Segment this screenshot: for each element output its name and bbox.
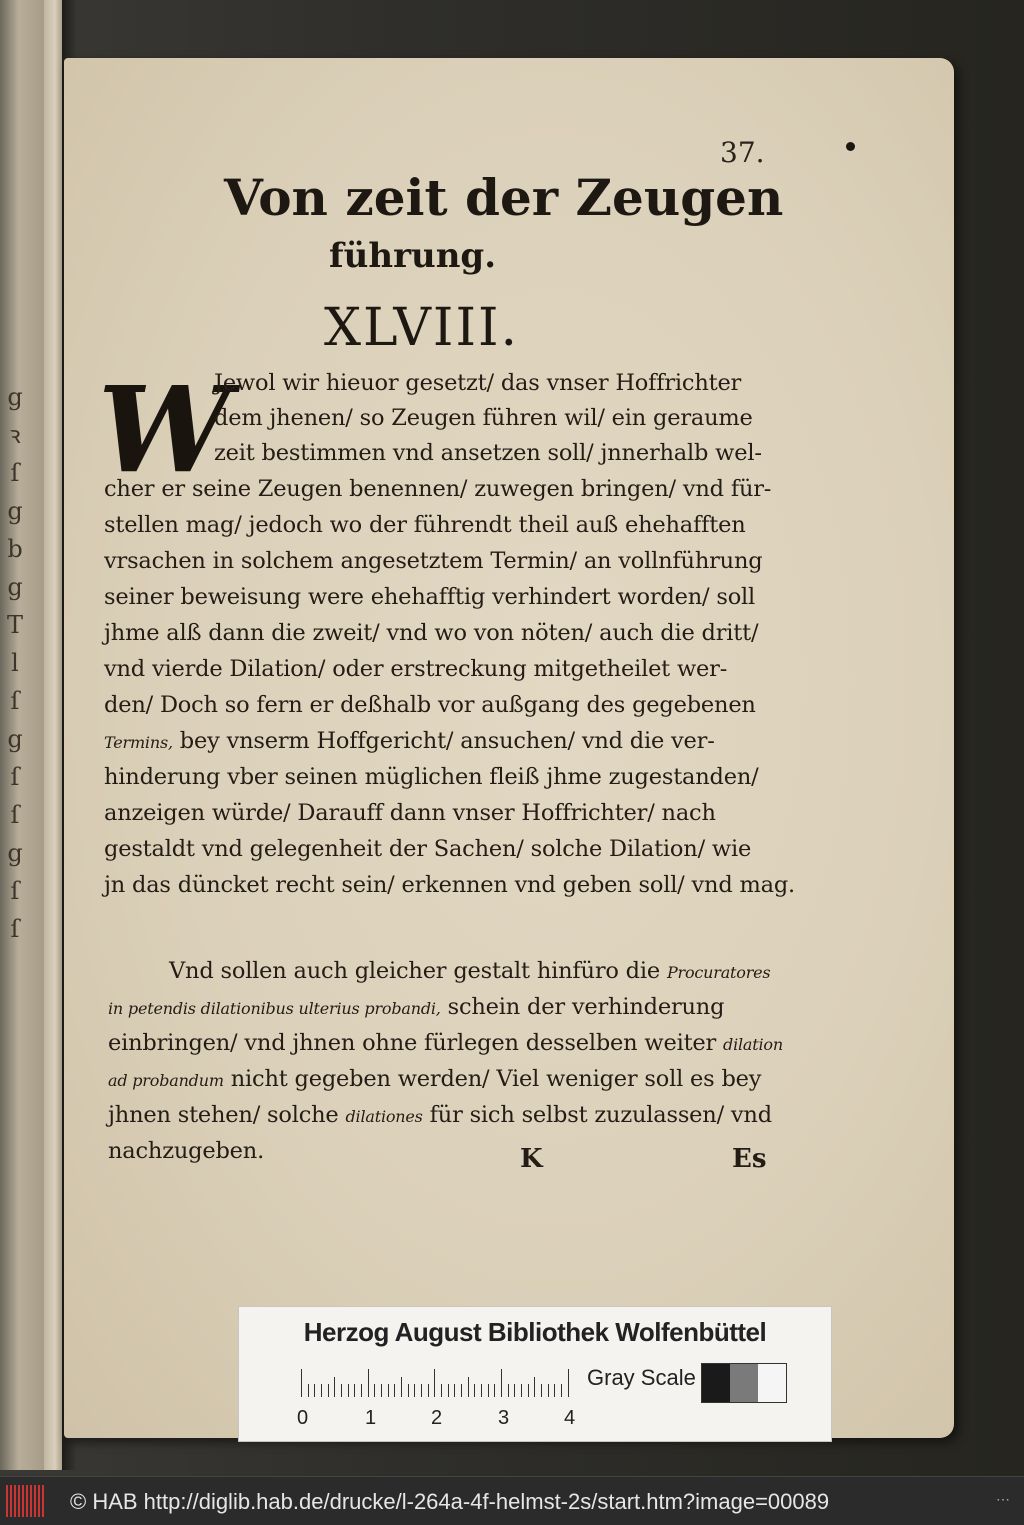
text-line: dem jhenen/ so Zeugen führen wil/ ein geraume [214,405,753,431]
ruler-tick [341,1384,342,1397]
text-span: Vnd sollen auch gleicher gestalt hinfüro die [169,958,660,984]
ruler-tick [534,1377,535,1397]
ruler-label: 3 [498,1407,510,1429]
text-line [108,1066,761,1092]
ruler-scale [301,1369,571,1397]
ruler-tick [368,1369,369,1397]
ruler-tick [361,1384,362,1397]
ruler-tick [488,1384,489,1397]
previous-page-glyph: ſ [10,763,20,791]
previous-page-glyph: g [7,839,23,867]
text-span: für sich selbst zuzulassen/ vnd [429,1102,772,1128]
previous-page-glyph: b [7,535,23,563]
previous-page-glyph: ſ [10,915,20,943]
barcode-icon [6,1485,48,1517]
text-span: jhnen stehen/ solche [108,1102,339,1128]
ruler-tick [554,1384,555,1397]
latin-term: in petendis dilationibus ulterius probandi, [108,999,441,1018]
ruler-tick [428,1384,429,1397]
text-line [169,958,770,984]
ruler-tick [568,1369,569,1397]
book-page [64,58,954,1438]
calibration-card [238,1306,832,1442]
gray-scale-label: Gray Scale [587,1365,696,1390]
ruler-tick [348,1384,349,1397]
ruler-tick [354,1384,355,1397]
text-line: anzeigen würde/ Darauff dann vnser Hoffrichter/ nach [104,800,716,826]
ruler-tick [328,1384,329,1397]
text-line: zeit bestimmen vnd ansetzen soll/ jnnerhalb wel- [214,440,762,466]
ruler-tick [441,1384,442,1397]
latin-term: dilation [723,1035,783,1054]
ruler-tick [501,1369,502,1397]
text-line: vnd vierde Dilation/ oder erstreckung mitgetheilet wer- [104,656,728,682]
text-line [108,1030,783,1056]
previous-page-glyph: g [7,573,23,601]
chapter-title-line-1: Von zeit der Zeugen [224,168,784,227]
ruler-label: 4 [564,1407,576,1429]
previous-page-glyph: l [11,649,19,677]
ruler-tick [528,1384,529,1397]
ruler-tick [308,1384,309,1397]
page-number: 37. [720,136,765,169]
text-span: einbringen/ vnd jhnen ohne fürlegen desselben weiter [108,1030,717,1056]
ruler-label: 2 [431,1407,443,1429]
previous-page-glyph: g [7,725,23,753]
ruler-tick [388,1384,389,1397]
ruler-tick [494,1384,495,1397]
previous-page-glyph: ſ [10,801,20,829]
latin-term: ad probandum [108,1071,224,1090]
previous-page-glyph: ſ [10,687,20,715]
text-line: jhme alß dann die zweit/ vnd wo von nöten/ auch die dritt/ [104,620,759,646]
ruler-tick [301,1369,302,1397]
text-line [108,994,724,1020]
ruler-tick [408,1384,409,1397]
ink-dot [846,142,855,151]
text-span: schein der verhinderung [447,994,725,1020]
ruler-tick [394,1384,395,1397]
gray-scale-patches [701,1363,787,1403]
ruler-tick [541,1384,542,1397]
text-line: gestaldt vnd gelegenheit der Sachen/ solche Dilation/ wie [104,836,752,862]
text-line: cher er seine Zeugen benennen/ zuwegen bringen/ vnd für- [104,476,772,502]
latin-term: Termins, [104,733,173,752]
text-line: Jewol wir hieuor gesetzt/ das vnser Hoffrichter [214,370,742,396]
ruler-label: 1 [365,1407,377,1429]
library-name: Herzog August Bibliothek Wolfenbüttel [303,1317,767,1347]
ruler-tick [561,1384,562,1397]
ruler-tick [514,1384,515,1397]
previous-page-glyph: g [7,497,23,525]
text-line: hinderung vber seinen müglichen fleiß jhme zugestanden/ [104,764,759,790]
ruler-tick [461,1384,462,1397]
gray-patch-light [758,1364,786,1402]
previous-page-glyph: g [7,383,23,411]
ruler-tick [521,1384,522,1397]
ruler-tick [321,1384,322,1397]
drop-cap: W [98,360,231,499]
ruler-tick [414,1384,415,1397]
ruler-tick [381,1384,382,1397]
text-span: nicht gegeben werden/ Viel weniger soll es bey [230,1066,762,1092]
previous-page-glyph: ꝛ [9,421,21,449]
ruler-tick [374,1384,375,1397]
ruler-label: 0 [297,1407,309,1429]
signature-mark: K [520,1144,543,1174]
ruler-tick [474,1384,475,1397]
text-line: seiner beweisung were ehehafftig verhindert worden/ soll [104,584,756,610]
ruler-tick [508,1384,509,1397]
ruler-tick [421,1384,422,1397]
gray-patch-dark [702,1364,730,1402]
text-span: bey vnserm Hoffgericht/ ansuchen/ vnd die ver- [179,728,715,754]
text-line [108,1102,772,1128]
catchword: Es [732,1144,767,1174]
text-line: jn das düncket recht sein/ erkennen vnd geben soll/ vnd mag. [104,872,795,898]
ruler-tick [481,1384,482,1397]
previous-page-glyph: ſ [10,459,20,487]
text-line: nachzugeben. [108,1138,265,1164]
ruler-tick [434,1369,435,1397]
ruler-tick [401,1377,402,1397]
more-icon[interactable]: ⋯ [996,1491,1010,1507]
ruler-tick [468,1377,469,1397]
ruler-tick [334,1377,335,1397]
latin-term: dilationes [345,1107,423,1126]
ruler-tick [314,1384,315,1397]
text-line: stellen mag/ jedoch wo der führendt theil auß ehehafften [104,512,746,538]
footer-bar [0,1476,1024,1525]
chapter-number: XLVIII. [324,298,520,358]
text-line: vrsachen in solchem angesetztem Termin/ an vollnführung [104,548,763,574]
gray-patch-mid [730,1364,758,1402]
previous-page-glyph: ſ [10,877,20,905]
chapter-title-line-2: führung. [329,236,497,276]
ruler-tick [448,1384,449,1397]
previous-page-glyph: T [6,611,23,639]
text-line [104,728,715,754]
latin-term: Procuratores [666,963,771,982]
copyright-url[interactable]: © HAB http://diglib.hab.de/drucke/l-264a-4f-helmst-2s/start.htm?image=00089 [70,1489,830,1514]
ruler-tick [548,1384,549,1397]
ruler-tick [454,1384,455,1397]
text-line: den/ Doch so fern er deßhalb vor außgang des gegebenen [104,692,756,718]
